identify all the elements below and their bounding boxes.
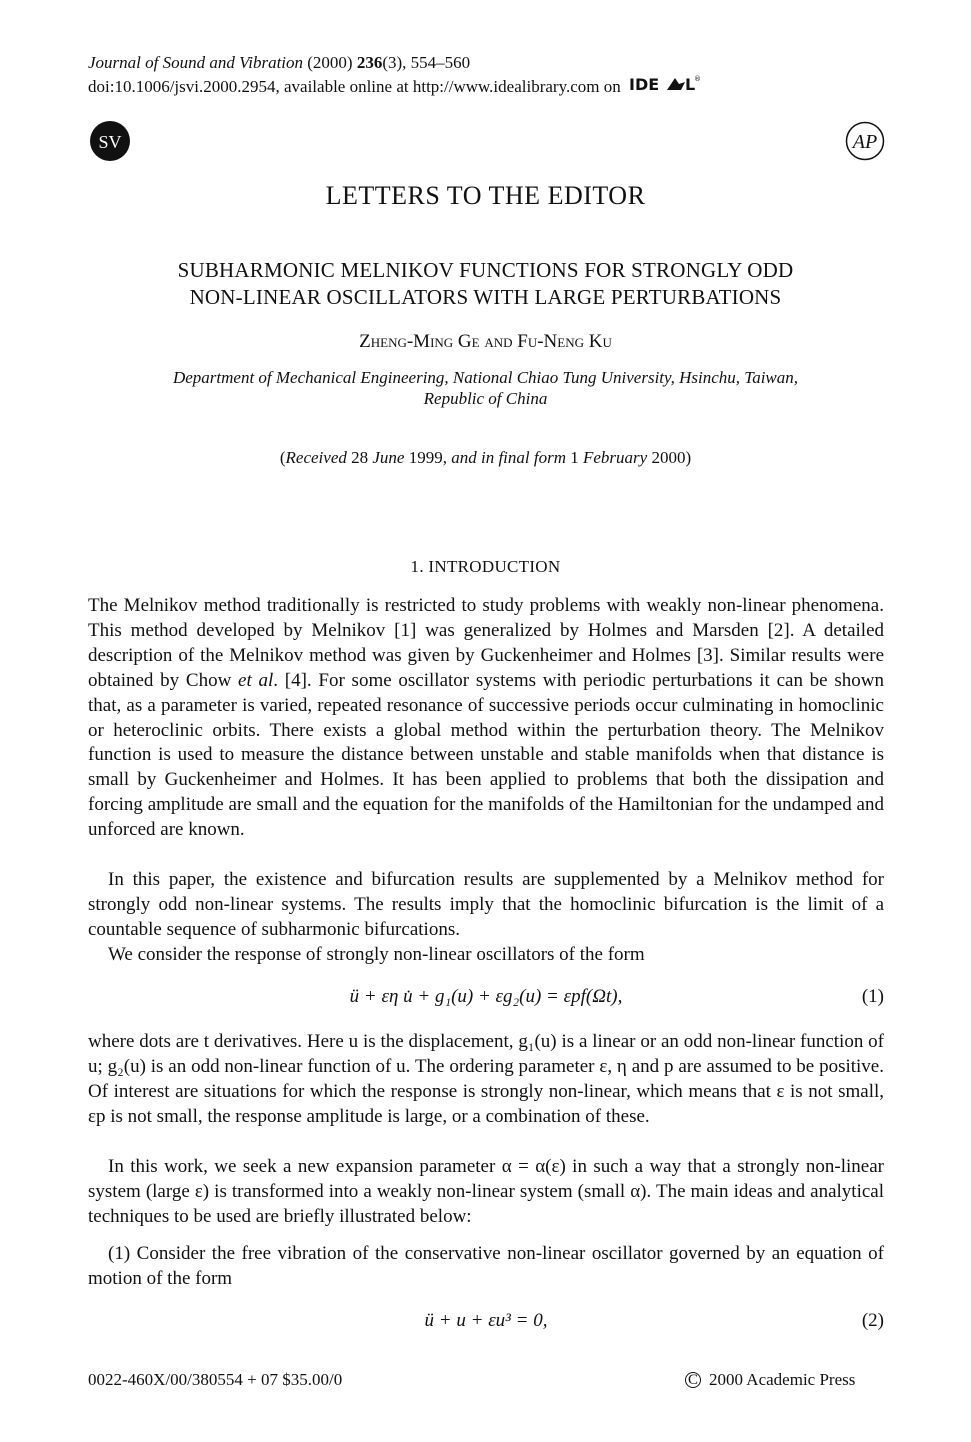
final-year: 2000) [651, 448, 692, 467]
title-line-2: NON-LINEAR OSCILLATORS WITH LARGE PERTURBATIONS [189, 285, 782, 309]
received-month: June [372, 448, 405, 467]
paper-title [0, 257, 971, 311]
paragraph-1-start: The Melnikov method traditionally is restricted to study problems with weakly non-linear phenomena. This method developed by Melnikov [1] was generalized by Holmes and Marsden [2]. A detailed description of the Melnikov method was given by Guckenheimer and Holmes [3]. Similar results were obtained by Chow [88, 595, 884, 691]
doi-text: doi:10.1006/jsvi.2000.2954, available online at http://www.idealibrary.com on [88, 77, 621, 96]
paragraph-3: We consider the response of strongly non-linear oscillators of the form [108, 944, 645, 965]
section-banner: LETTERS TO THE EDITOR [325, 181, 646, 210]
paragraph-5: In this work, we seek a new expansion parameter α = α(ε) in such a way that a strongly non-linear system (large ε) is transformed into a weakly non-linear system (small α). The main ideas and analytical techniques to be used are briefly illustrated below: [88, 1156, 884, 1227]
received-word: Received [285, 448, 347, 467]
sv-publisher-logo [90, 121, 130, 161]
footer-copyright [685, 1370, 855, 1390]
ap-logo-icon [845, 121, 885, 161]
equation-1-body: ü + εη u̇ + g₁(u) + εg₂(u) = εpf(Ωt), [349, 986, 623, 1007]
paragraph-4: where dots are t derivatives. Here u is the displacement, g₁(u) is a linear or an odd non-linear function of u; g₂(u) is an odd non-linear function of u. The ordering parameter ε, η and p are assumed to be positive. Of interest are situations for which the response is strongly non-linear, which means that ε is not small, εp is not small, the response amplitude is large, or a combination of these. [88, 1031, 884, 1127]
equation-1-number: (1) [861, 986, 884, 1007]
footer-issn: 0022-460X/00/380554 + 07 $35.00/0 [88, 1370, 343, 1389]
ideal-logo-icon [629, 74, 699, 94]
svg-text:®: ® [693, 75, 701, 83]
affiliation [100, 367, 871, 409]
equation-1 [88, 986, 884, 1012]
equation-2-number: (2) [861, 1310, 884, 1331]
ap-logo-text: AP [852, 131, 878, 153]
sv-logo-text: SV [98, 132, 122, 152]
svg-text:IDE: IDE [628, 75, 660, 94]
journal-citation [88, 52, 470, 74]
received-dates [0, 448, 971, 468]
equation-2 [88, 1310, 884, 1336]
author-list: Zheng-Ming Ge and Fu-Neng Ku [359, 331, 612, 352]
received-year: 1999, [408, 448, 447, 467]
sv-logo-icon [90, 121, 130, 161]
received-day: 28 [351, 448, 369, 467]
journal-volume: 236 [356, 53, 383, 72]
affiliation-line-1: Department of Mechanical Engineering, National Chiao Tung University, Hsinchu, Taiwan, [172, 368, 799, 387]
svg-text:L: L [684, 75, 696, 94]
paragraph-1-end: . [4]. For some oscillator systems with periodic perturbations it can be shown that, as a parameter is varied, repeated resonance of successive periods occur culminating in homoclinic or heteroclinic orbits. There exists a global method within the perturbation theory. The Melnikov function is used to measure the distance between unstable and stable manifolds when that distance is small by Guckenheimer and Holmes. It has been applied to problems that both the dissipation and forcing amplitude are small and the equation for the manifolds of the Hamiltonian for the undamped and unforced are known. [88, 669, 884, 841]
final-form-phrase: and in final form [451, 448, 566, 467]
journal-name: Journal of Sound and Vibration [88, 53, 304, 72]
equation-2-body: ü + u + εu³ = 0, [424, 1310, 548, 1331]
ap-publisher-logo [845, 121, 885, 161]
et-al: et al [238, 669, 274, 691]
paragraph-2: In this paper, the existence and bifurcation results are supplemented by a Melnikov method for strongly odd non-linear systems. The results imply that the homoclinic bifurcation is the limit of a countable sequence of subharmonic bifurcations. [88, 869, 884, 940]
affiliation-line-2: Republic of China [423, 389, 548, 408]
title-line-1: SUBHARMONIC MELNIKOV FUNCTIONS FOR STRONGLY ODD [177, 258, 794, 282]
journal-year: (2000) [307, 53, 353, 72]
received-open: ( [279, 448, 286, 467]
doi-line [88, 74, 699, 98]
final-month: February [582, 448, 648, 467]
final-day: 1 [570, 448, 579, 467]
journal-issue-pages: (3), 554–560 [382, 53, 471, 72]
section-heading-introduction: 1. INTRODUCTION [410, 557, 561, 576]
copyright-text: 2000 Academic Press [709, 1370, 856, 1389]
paragraph-6: (1) Consider the free vibration of the conservative non-linear oscillator governed by an equation of motion of the form [88, 1243, 884, 1289]
paragraph-1 [88, 594, 884, 843]
copyright-icon: C [685, 1372, 701, 1388]
